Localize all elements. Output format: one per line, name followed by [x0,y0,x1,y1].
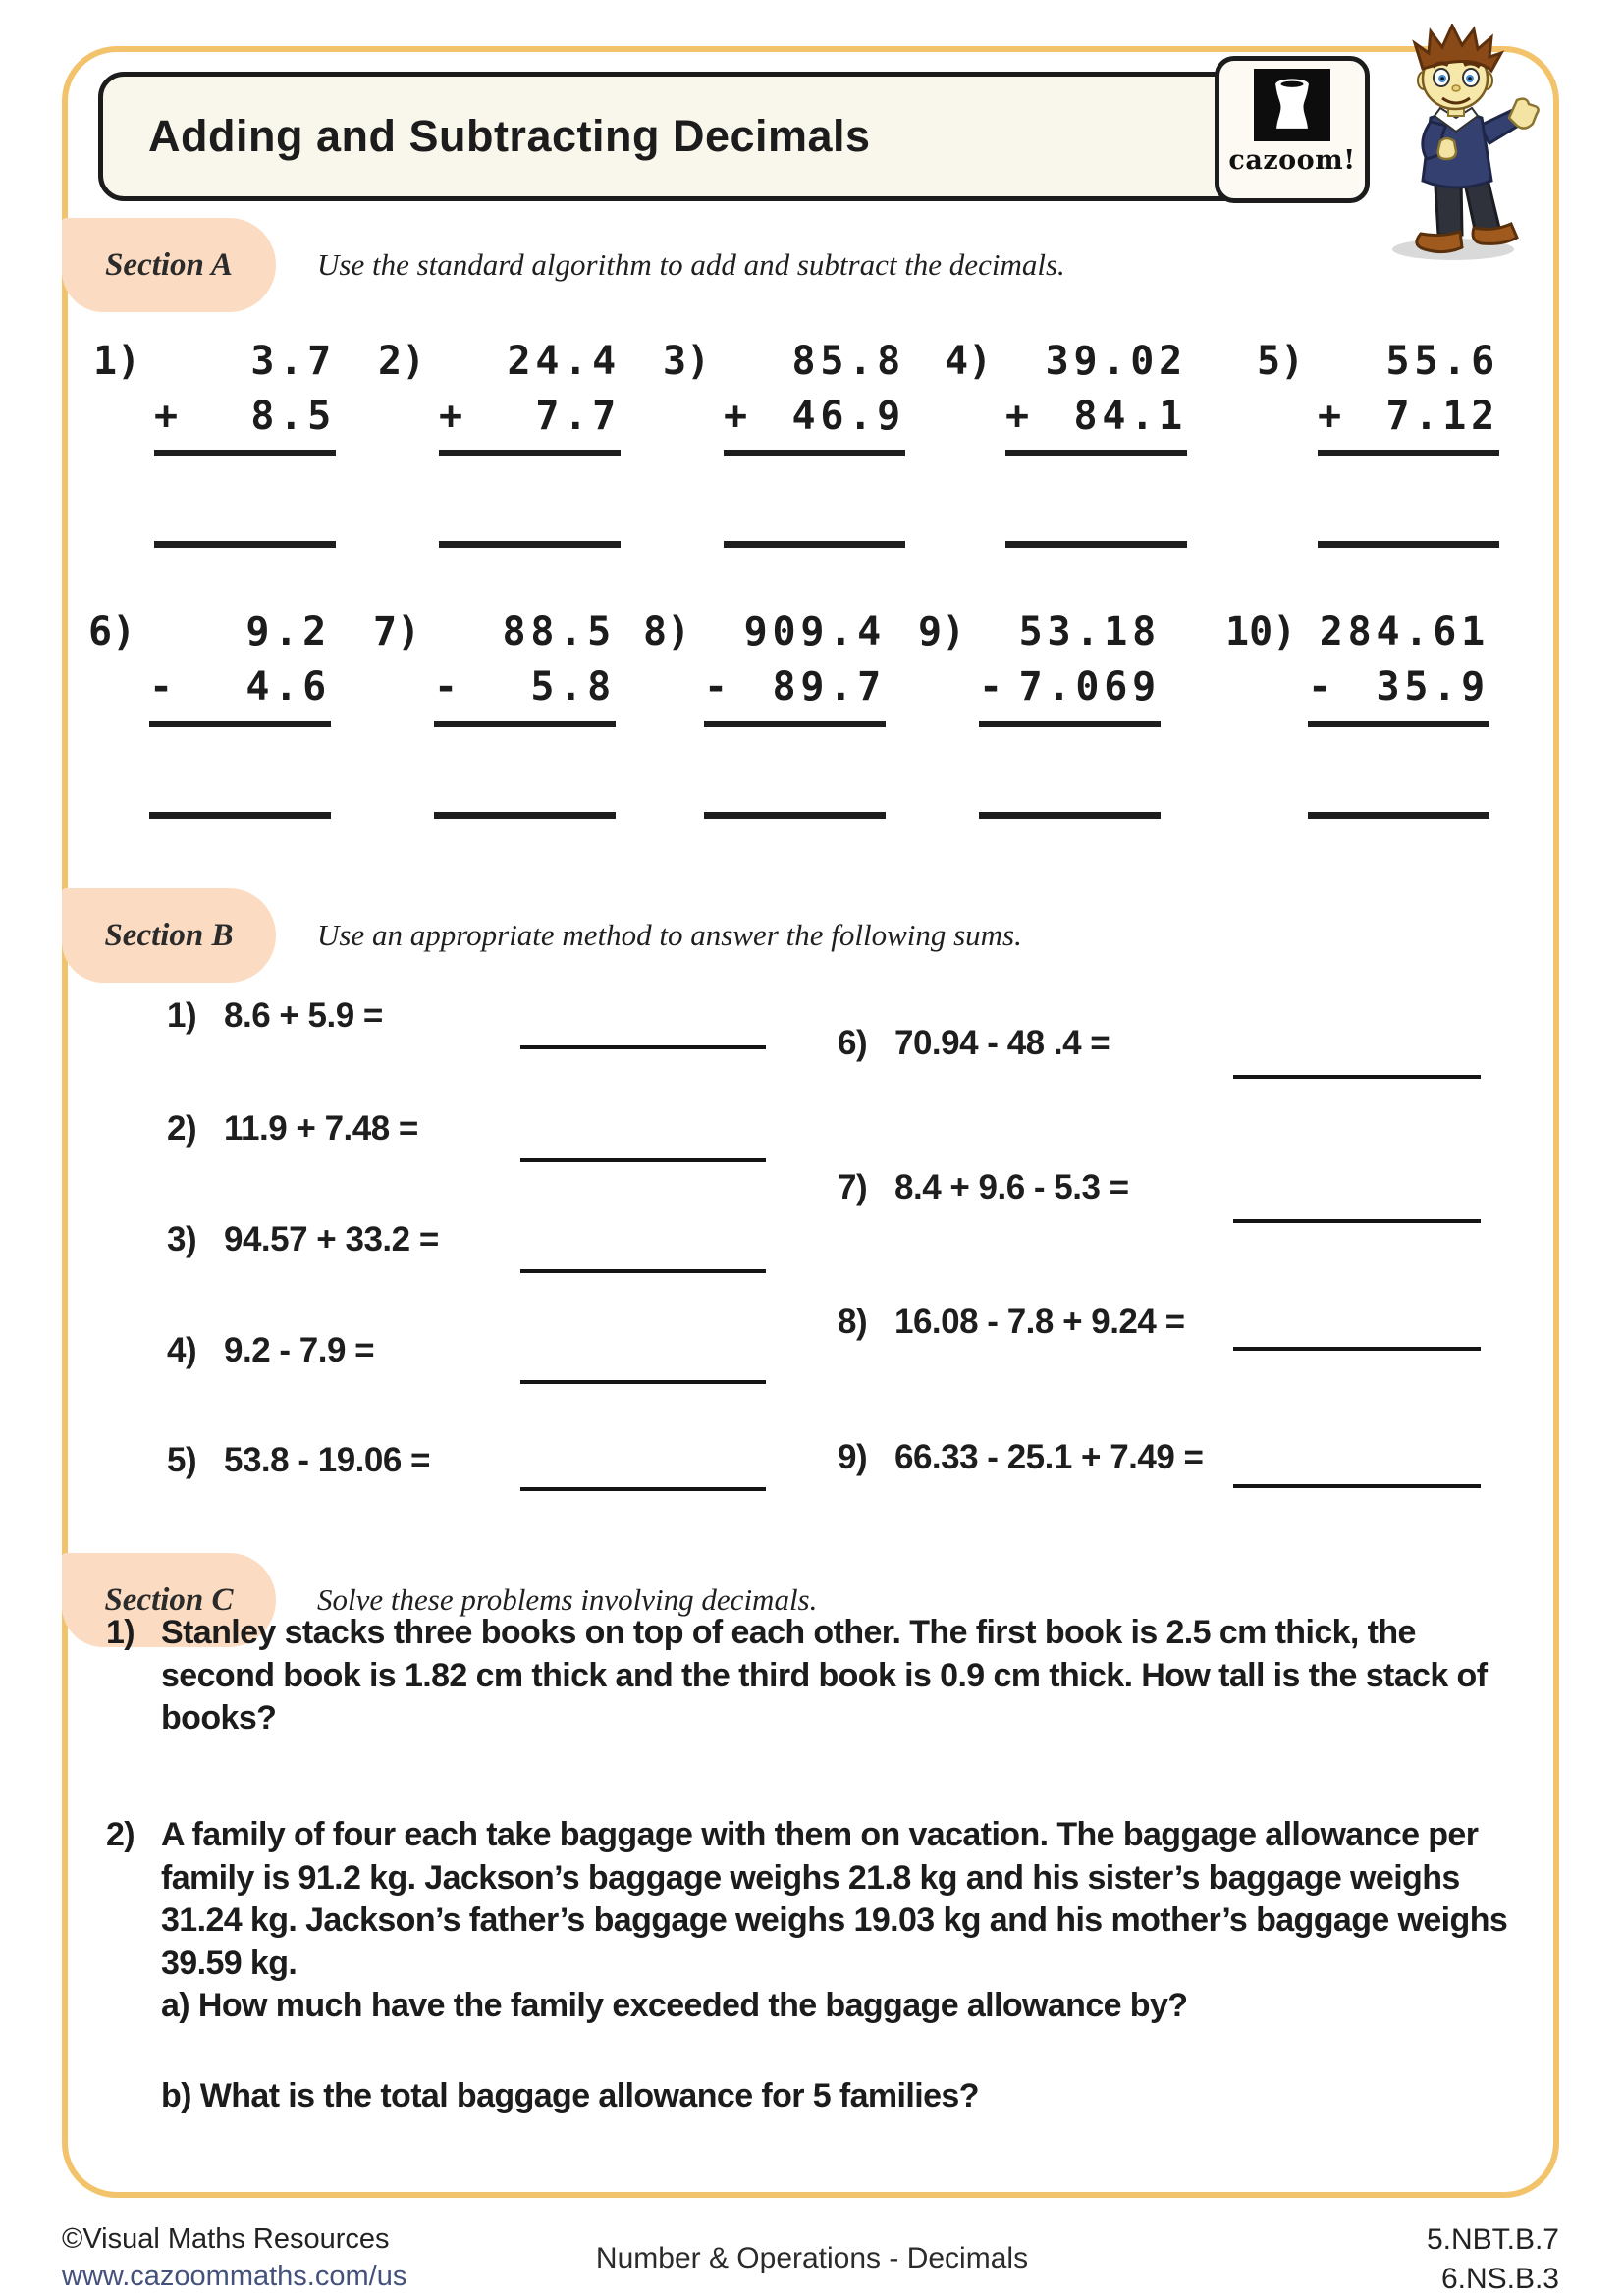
problem-block [945,334,1187,548]
b-item-expression: 70.94 - 48 .4 = [894,1024,1110,1062]
answer-rule-line [434,812,616,819]
b-item-number: 1) [167,996,197,1035]
sum-rule-line [1308,721,1489,727]
problem-number: 4) [945,339,993,384]
b-item [167,1220,439,1259]
operand-top: 3.7 [250,339,336,384]
problem-number: 7) [373,610,421,655]
b-item-expression: 11.9 + 7.48 = [224,1109,418,1148]
b-item [838,1303,1185,1342]
answer-rule-line [1005,541,1187,548]
footer-center-label: Number & Operations - Decimals [595,2242,1029,2274]
operator: - [1308,665,1336,710]
problem-block [373,605,616,819]
operand-bottom: 4.6 [245,665,331,710]
sum-rule-line [439,450,621,456]
b-item-number: 6) [838,1024,868,1062]
b-item-expression: 8.6 + 5.9 = [224,996,383,1035]
b-item-number: 4) [167,1331,197,1369]
operand-bottom: 8.5 [250,394,336,439]
footer-standard-2: 6.NS.B.3 [1440,2262,1559,2295]
section-a-header [62,218,1065,312]
operator: - [149,665,178,710]
operator: + [724,394,752,439]
b-answer-line [520,1269,766,1273]
operator: + [1005,394,1034,439]
c-problem-number: 2) [106,1816,135,1853]
operand-bottom: 5.8 [530,665,616,710]
operand-bottom: 35.9 [1376,665,1489,710]
b-answer-line [520,1158,766,1162]
problem-block [1257,334,1499,548]
c-part-a: a) How much have the family exceeded the baggage allowance by? [161,1987,1188,2025]
operand-top: 88.5 [502,610,616,655]
footer-standard-1: 5.NBT.B.7 [1426,2223,1559,2256]
c-problem [106,1612,1524,1740]
operand-top: 39.02 [1045,339,1187,384]
b-item [167,996,383,1036]
answer-rule-line [724,541,905,548]
operand-bottom: 84.1 [1073,394,1187,439]
b-item-number: 9) [838,1438,868,1476]
b-item [167,1331,374,1370]
answer-rule-line [704,812,886,819]
b-item-number: 3) [167,1220,197,1258]
b-item [167,1441,430,1480]
problem-block [643,605,886,819]
problem-block [918,605,1161,819]
b-answer-line [1233,1075,1481,1079]
operator: + [1318,394,1346,439]
b-answer-line [1233,1219,1481,1223]
b-answer-line [1233,1347,1481,1351]
answer-rule-line [154,541,336,548]
mascot-illustration [1370,24,1542,264]
b-answer-line [520,1045,766,1049]
page-title: Adding and Subtracting Decimals [148,111,871,161]
answer-rule-line [149,812,331,819]
answer-rule-line [439,541,621,548]
c-problem-text: Stanley stacks three books on top of each other. The first book is 2.5 cm thick, the second book is 1.82 cm thick and the third book is 0.9 cm thick. How tall is the stack of books? [161,1614,1488,1737]
b-item-expression: 8.4 + 9.6 - 5.3 = [894,1168,1129,1206]
sum-rule-line [1318,450,1499,456]
b-answer-line [520,1487,766,1491]
sum-rule-line [1005,450,1187,456]
b-item [838,1438,1203,1477]
problem-number: 8) [643,610,691,655]
problem-block [378,334,621,548]
b-answer-line [520,1380,766,1384]
problem-number: 5) [1257,339,1305,384]
section-c-label: Section C [62,1553,276,1647]
operand-top: 24.4 [507,339,621,384]
b-item-number: 2) [167,1109,197,1148]
sum-rule-line [149,721,331,727]
operator: - [434,665,462,710]
sum-rule-line [154,450,336,456]
cazoom-logo-text: cazoom! [1228,145,1356,176]
operand-bottom: 7.069 [1018,665,1161,710]
operand-top: 9.2 [245,610,331,655]
problem-number: 10) [1225,610,1297,655]
operand-bottom: 7.12 [1385,394,1499,439]
sum-rule-line [724,450,905,456]
operand-top: 53.18 [1018,610,1161,655]
operand-top: 55.6 [1385,339,1499,384]
b-item-expression: 9.2 - 7.9 = [224,1331,375,1369]
c-part-b: b) What is the total baggage allowance for 5 families? [161,2076,979,2114]
c-problem-text: A family of four each take baggage with them on vacation. The baggage allowance per family is 91.2 kg. Jackson’s baggage weighs 21.8 kg and his sister’s baggage weighs 31.24 kg. Jackson’s father’s baggage weighs 19.03 kg and his mother’s baggage weighs 39.59 kg. [161,1816,1508,1982]
b-item-number: 7) [838,1168,868,1206]
operand-top: 909.4 [743,610,886,655]
c-problem [106,1814,1524,2117]
operand-bottom: 46.9 [791,394,905,439]
problem-number: 2) [378,339,426,384]
b-answer-line [1233,1484,1481,1488]
operator: - [979,665,1007,710]
b-item-number: 8) [838,1303,868,1341]
b-item-expression: 66.33 - 25.1 + 7.49 = [894,1438,1204,1476]
section-b-label: Section B [62,888,276,983]
footer-link[interactable]: www.cazoommaths.com/us [62,2258,406,2296]
operator: + [439,394,467,439]
problem-block [1225,605,1489,819]
title-box [98,72,1370,201]
sum-rule-line [979,721,1161,727]
problem-block [663,334,905,548]
section-a-instruction: Use the standard algorithm to add and subtract the decimals. [317,247,1065,282]
section-b-header [62,888,1022,983]
b-item-expression: 16.08 - 7.8 + 9.24 = [894,1303,1185,1341]
problem-number: 6) [88,610,136,655]
problem-block [93,334,336,548]
section-a-label: Section A [62,218,276,312]
sum-rule-line [704,721,886,727]
footer-right [1427,2220,1559,2296]
c-problem-number: 1) [106,1614,135,1651]
operand-top: 284.61 [1319,610,1489,655]
b-item [167,1109,418,1148]
operand-top: 85.8 [791,339,905,384]
b-item [838,1024,1110,1063]
problem-number: 3) [663,339,711,384]
operator: + [154,394,183,439]
drum-icon [1254,69,1330,141]
operand-bottom: 7.7 [535,394,621,439]
section-c-instruction: Solve these problems involving decimals. [317,1582,818,1617]
answer-rule-line [1308,812,1489,819]
b-item-number: 5) [167,1441,197,1479]
cazoom-logo-box [1215,56,1370,203]
operator: - [704,665,732,710]
answer-rule-line [979,812,1161,819]
section-b-instruction: Use an appropriate method to answer the following sums. [317,918,1022,952]
answer-rule-line [1318,541,1499,548]
b-item [838,1168,1129,1207]
operand-bottom: 89.7 [772,665,886,710]
b-item-expression: 53.8 - 19.06 = [224,1441,430,1479]
b-item-expression: 94.57 + 33.2 = [224,1220,439,1258]
problem-block [88,605,331,819]
footer-copyright: ©Visual Maths Resources [62,2223,390,2255]
problem-number: 1) [93,339,141,384]
sum-rule-line [434,721,616,727]
problem-number: 9) [918,610,966,655]
